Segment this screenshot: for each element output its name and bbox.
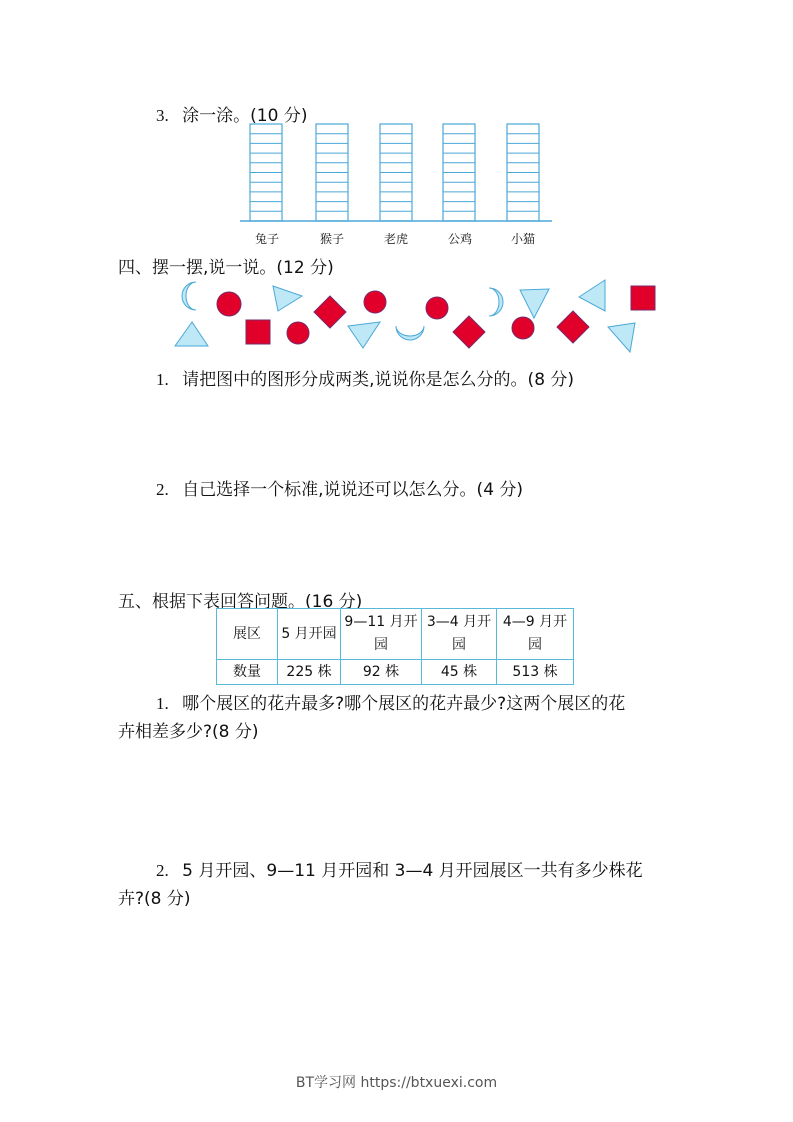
section4-q1-text: 请把图中的图形分成两类,说说你是怎么分的。(8 分) [182, 370, 575, 390]
section4-q2-number: 2. [156, 480, 169, 499]
section5-q1-number: 1. [156, 694, 169, 713]
crescent-shape [182, 282, 196, 310]
bar-label-monkey: 猴子 [319, 232, 344, 246]
triangle-shape [520, 289, 549, 318]
triangle-shape [579, 280, 605, 311]
table-header-cell: 5 月开园 [278, 609, 341, 660]
square-shape [246, 320, 270, 344]
section5-q2-line2: 卉?(8 分) [118, 889, 191, 909]
q3-text: 涂一涂。(10 分) [182, 106, 308, 126]
section5-q2-number: 2. [156, 861, 169, 880]
table-header-label: 展区 [217, 609, 278, 660]
table-header-cell: 4—9 月开 园 [497, 609, 574, 660]
section4-q1-number: 1. [156, 370, 169, 389]
bar-label-cat: 小猫 [510, 232, 535, 246]
circle-shape [364, 291, 386, 313]
section5-q2-text: 5 月开园、9—11 月开园和 3—4 月开园展区一共有多少株花 [182, 861, 643, 881]
diamond-shape [453, 316, 485, 348]
bar-label-tiger: 老虎 [383, 232, 408, 246]
crescent-shape [396, 326, 424, 340]
bar-label-rooster: 公鸡 [447, 232, 472, 246]
table-cell: 92 株 [341, 660, 422, 685]
square-shape [631, 286, 655, 310]
section4-q2 [156, 475, 523, 500]
table-header-cell: 3—4 月开 园 [422, 609, 497, 660]
shapes-figure [0, 0, 793, 370]
triangle-shape [175, 322, 208, 346]
triangle-shape [608, 323, 635, 352]
circle-shape [426, 297, 448, 319]
table-header-row [217, 609, 574, 660]
table-header-cell: 9—11 月开 园 [341, 609, 422, 660]
section5-q1-line2: 卉相差多少?(8 分) [118, 722, 259, 742]
triangle-shape [273, 286, 302, 311]
section4-title: 四、摆一摆,说一说。(12 分) [118, 258, 334, 278]
section5-q1-line1 [156, 689, 625, 714]
section4-q2-text: 自己选择一个标准,说说还可以怎么分。(4 分) [182, 480, 524, 500]
section4-q1 [156, 365, 574, 390]
footer-site: BT学习网 https://btxuexi.com [295, 1075, 498, 1091]
section5-title: 五、根据下表回答问题。(16 分) [118, 592, 363, 612]
flower-table [216, 608, 574, 685]
table-cell: 225 株 [278, 660, 341, 685]
triangle-shape [348, 322, 380, 348]
section5-q2-line1 [156, 856, 643, 881]
diamond-shape [557, 311, 589, 343]
crescent-shape [489, 288, 503, 316]
table-cell: 513 株 [497, 660, 574, 685]
table-cell: 45 株 [422, 660, 497, 685]
circle-shape [512, 317, 534, 339]
table-row [217, 660, 574, 685]
table-row-label: 数量 [217, 660, 278, 685]
q3-number: 3. [156, 106, 169, 125]
circle-shape [287, 322, 309, 344]
bar-label-rabbit: 兔子 [254, 232, 279, 246]
section5-q1-text: 哪个展区的花卉最多?哪个展区的花卉最少?这两个展区的花 [182, 694, 626, 714]
circle-shape [217, 292, 241, 316]
diamond-shape [314, 296, 346, 328]
